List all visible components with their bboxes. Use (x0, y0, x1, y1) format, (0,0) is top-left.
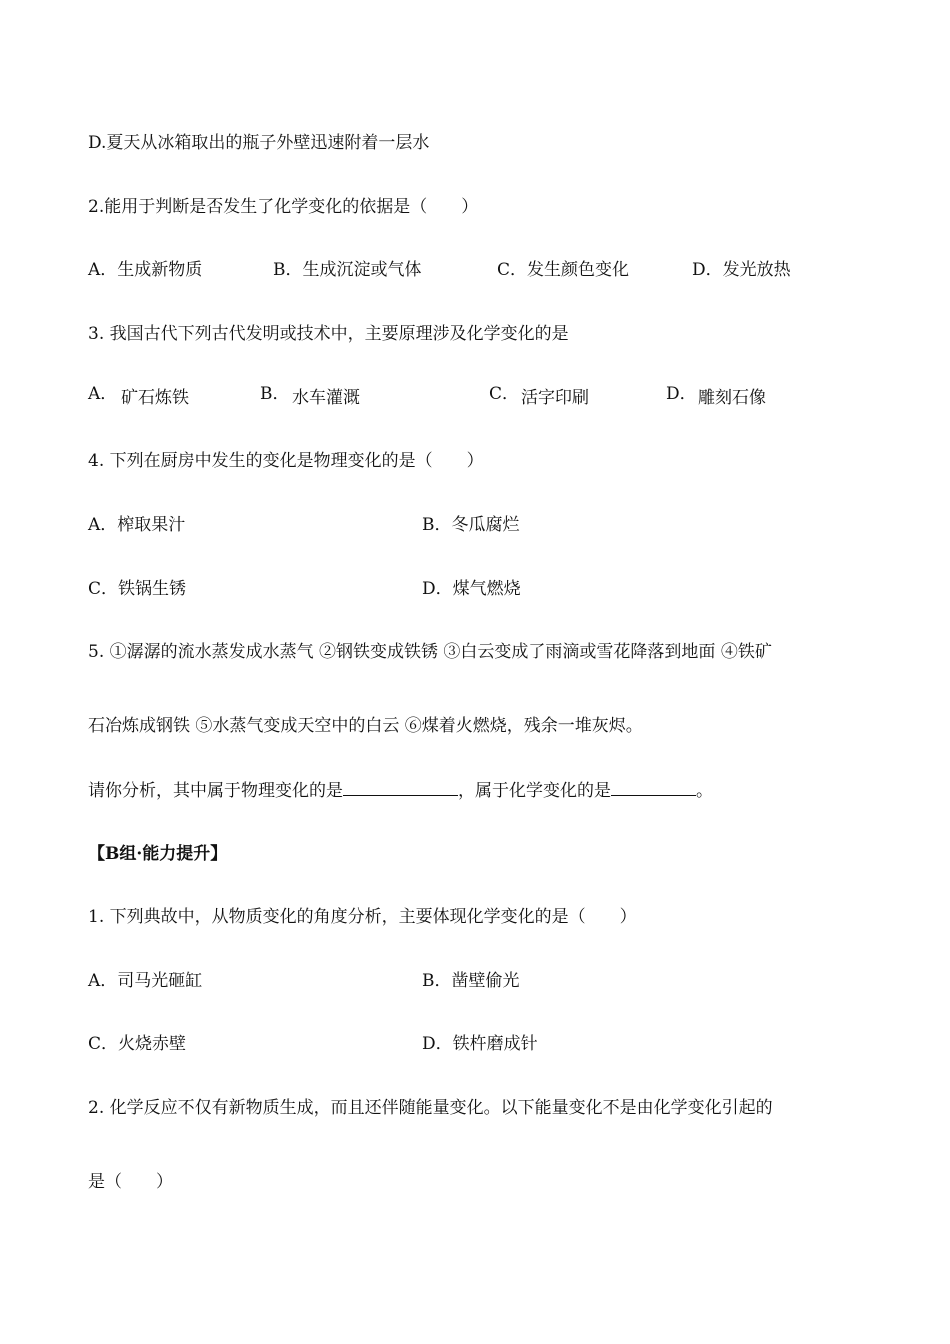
q4-option-a: A．榨取果汁 (88, 515, 186, 535)
b1-option-d: D．铁杵磨成针 (422, 1034, 538, 1054)
q3-option-d-letter: D． (666, 384, 697, 404)
question-option-d: D.夏天从冰箱取出的瓶子外壁迅速附着一层水 (88, 133, 430, 153)
q5-prompt-physical: 请你分析，其中属于物理变化的是 (88, 781, 343, 801)
question-5-line-2: 石冶炼成钢铁 ⑤水蒸气变成天空中的白云 ⑥煤着火燃烧，残余一堆灰烬。 (88, 716, 643, 736)
q3-option-d-text: 雕刻石像 (698, 388, 766, 408)
b-question-2-line-1: 2. 化学反应不仅有新物质生成，而且还伴随能量变化。以下能量变化不是由化学变化引起的 (88, 1098, 773, 1118)
q4-option-d: D．煤气燃烧 (422, 579, 521, 599)
q3-option-b-letter: B． (260, 384, 290, 404)
b1-option-c: C．火烧赤壁 (88, 1034, 187, 1054)
question-2-stem: 2.能用于判断是否发生了化学变化的依据是（ ） (88, 197, 479, 217)
q4-option-c: C．铁锅生锈 (88, 579, 187, 599)
q2-option-d: D．发光放热 (692, 260, 791, 280)
answer-blank-chemical[interactable] (611, 779, 696, 796)
b1-option-a: A．司马光砸缸 (88, 971, 203, 991)
q3-option-a-text: 矿石炼铁 (121, 388, 189, 408)
q4-option-b: B．冬瓜腐烂 (422, 515, 520, 535)
b-question-2-line-2: 是（ ） (88, 1172, 173, 1192)
q3-option-b-text: 水车灌溉 (292, 388, 360, 408)
question-3-stem: 3. 我国古代下列古代发明或技术中，主要原理涉及化学变化的是 (88, 324, 569, 344)
q5-period: 。 (696, 781, 713, 801)
b-question-1-stem: 1. 下列典故中，从物质变化的角度分析，主要体现化学变化的是（ ） (88, 907, 637, 927)
q2-option-a: A．生成新物质 (88, 260, 203, 280)
b1-option-b: B．凿壁偷光 (422, 971, 520, 991)
q2-option-c: C．发生颜色变化 (497, 260, 630, 280)
section-b-title: 【B组·能力提升】 (88, 844, 228, 864)
q3-option-c-text: 活字印刷 (521, 388, 589, 408)
question-5-line-1: 5. ①潺潺的流水蒸发成水蒸气 ②钢铁变成铁锈 ③白云变成了雨滴或雪花降落到地面 ④铁矿 (88, 642, 772, 662)
q2-option-b: B．生成沉淀或气体 (273, 260, 422, 280)
q3-option-a-letter: A． (88, 384, 118, 404)
question-5-answer-line (88, 779, 713, 802)
q3-option-c-letter: C． (489, 384, 520, 404)
q5-prompt-chemical: ，属于化学变化的是 (458, 781, 611, 801)
answer-blank-physical[interactable] (343, 779, 458, 796)
question-4-stem: 4. 下列在厨房中发生的变化是物理变化的是（ ） (88, 451, 484, 471)
